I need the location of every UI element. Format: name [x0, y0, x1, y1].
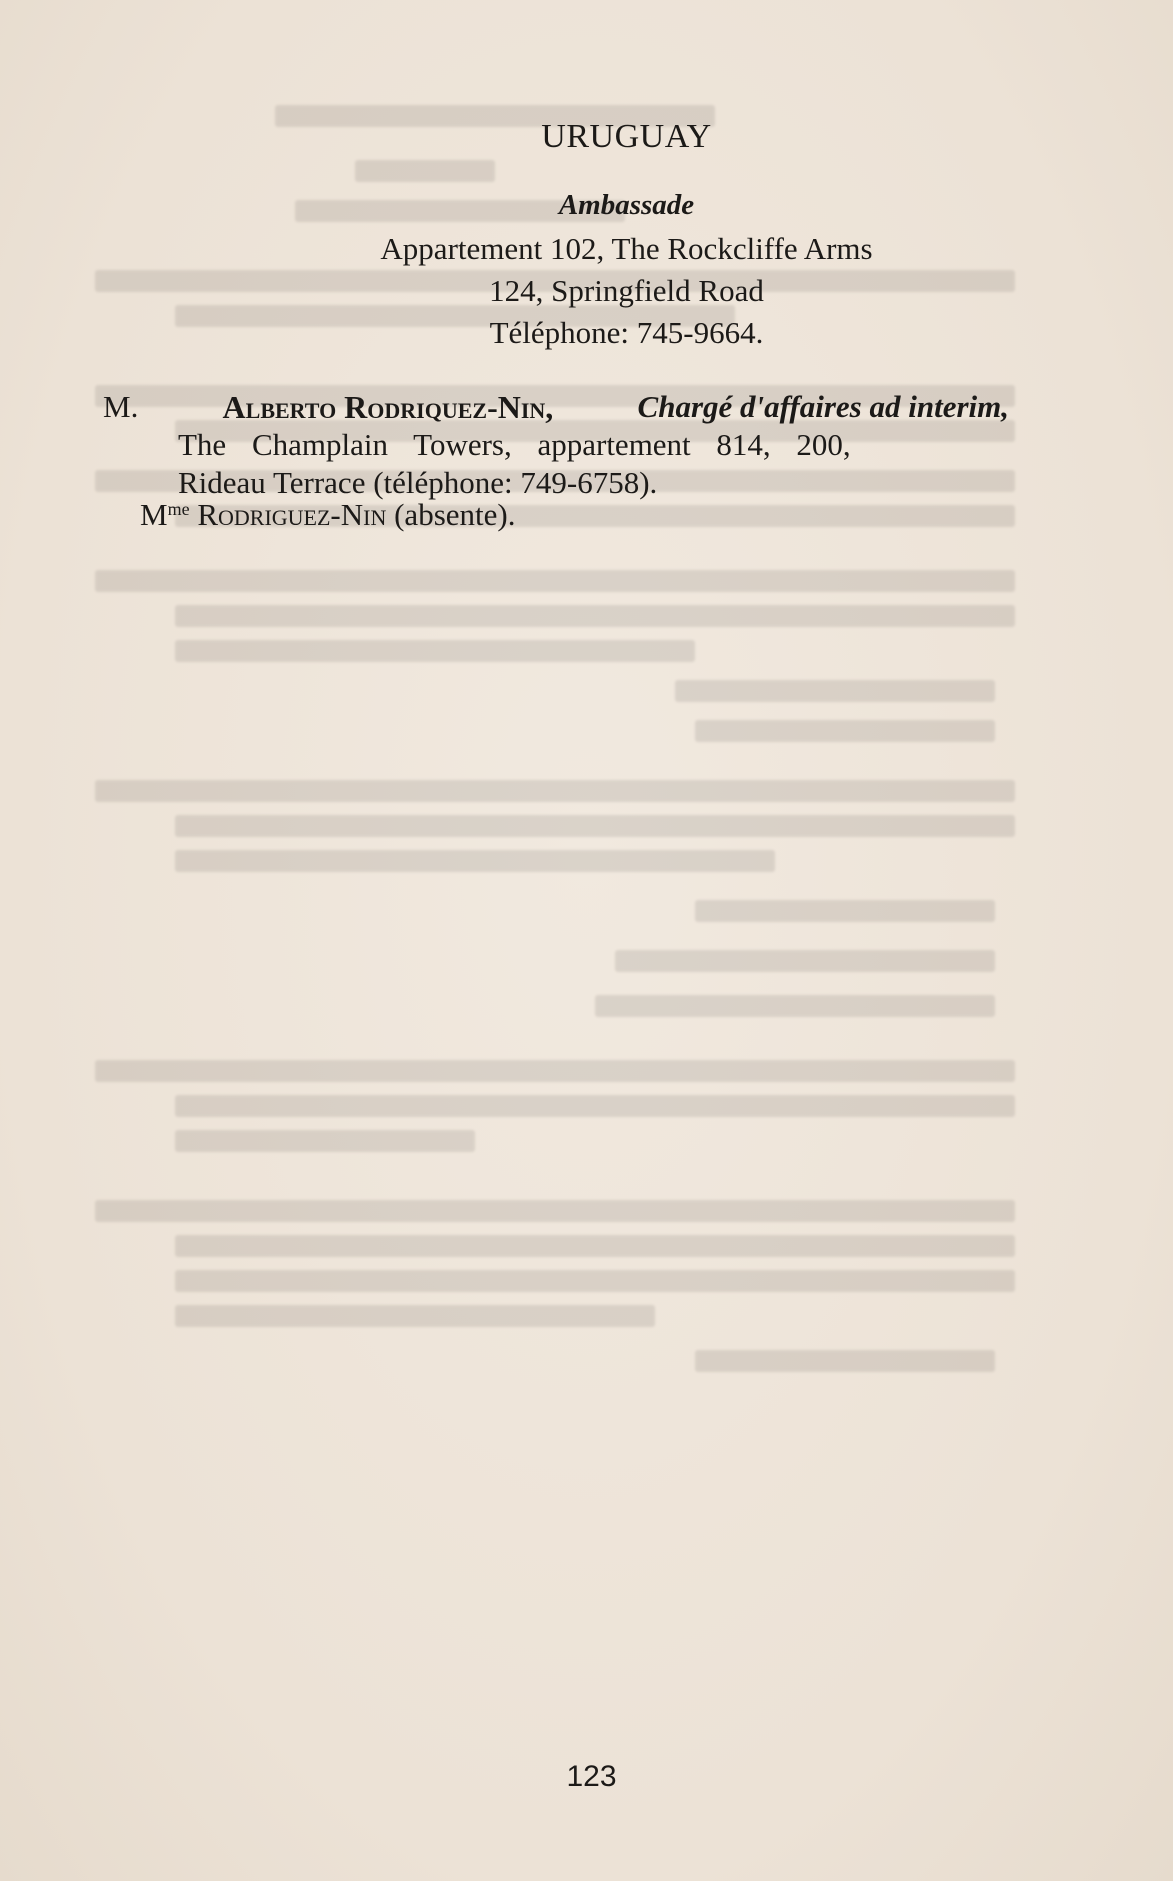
address-line2-text: 124, Springfield Road — [489, 273, 764, 308]
spouse-entry — [140, 497, 515, 533]
spouse-prefix-sup: me — [167, 499, 190, 519]
address-line1-text: Appartement 102, The Rockcliffe Arms — [380, 231, 873, 266]
staff-title: Chargé d'affaires ad interim, — [637, 389, 1009, 424]
section-heading-text: Ambassade — [558, 189, 695, 221]
spouse-prefix: M — [140, 497, 168, 532]
staff-address-line: The Champlain Towers, appartement 814, 200, — [178, 427, 851, 462]
staff-entry — [103, 388, 1009, 502]
embassy-telephone — [0, 315, 1173, 351]
country-heading-text: URUGUAY — [541, 118, 712, 155]
embassy-address-line2 — [0, 273, 1173, 309]
staff-prefix: M. — [103, 389, 139, 424]
page-number — [0, 1760, 1173, 1794]
section-heading — [0, 189, 1173, 222]
embassy-address-line1 — [0, 231, 1173, 267]
country-heading — [0, 118, 1173, 156]
spouse-name: Rodriguez-Nin — [197, 497, 387, 532]
staff-name: Alberto Rodriquez-Nin, — [222, 389, 554, 425]
page-number-text: 123 — [566, 1760, 617, 1793]
staff-entry-line1 — [103, 388, 1009, 426]
telephone-text: Téléphone: 745-9664. — [489, 315, 764, 350]
spouse-note: (absente). — [394, 497, 516, 532]
staff-phone-line: Rideau Terrace (téléphone: 749-6758). — [178, 465, 658, 500]
staff-entry-line2 — [103, 426, 1009, 464]
